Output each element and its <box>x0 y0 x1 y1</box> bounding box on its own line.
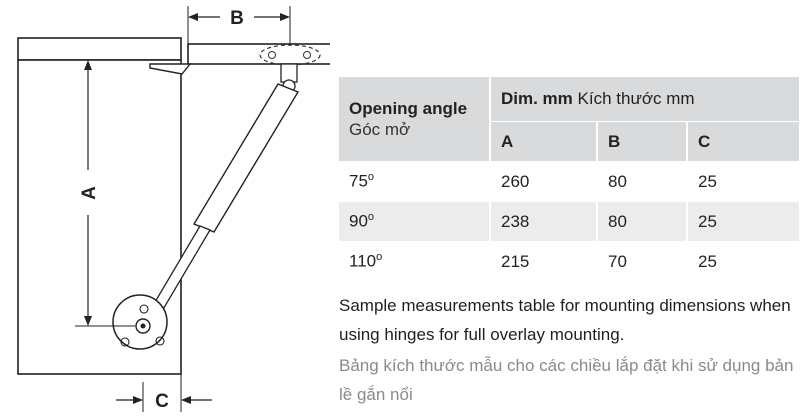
dimension-label-vi: Kích thước mm <box>577 89 695 108</box>
gas-strut-cylinder <box>194 84 298 232</box>
dim-a-label: A <box>79 186 100 200</box>
value-b-cell: 70 <box>597 242 687 282</box>
dim-c-arrow-left-icon <box>181 396 191 404</box>
opening-angle-label-vi: Góc mở <box>349 120 411 139</box>
dimension-label: Dim. mm <box>501 89 573 108</box>
hub-pivot-center <box>141 324 146 329</box>
value-c-cell: 25 <box>687 242 799 282</box>
lid-pivot-block <box>281 64 297 82</box>
table-row <box>339 242 799 282</box>
opening-angle-header <box>339 77 490 162</box>
angle-cell: 110$^o$ <box>339 242 490 282</box>
dimension-header <box>490 77 799 122</box>
value-c-cell: 25 <box>687 162 799 202</box>
dim-c-label: C <box>155 391 169 412</box>
value-b-cell: 80 <box>597 162 687 202</box>
table-row <box>339 202 799 242</box>
angle-cell: 90$^o$ <box>339 202 490 242</box>
caption-vietnamese: Bảng kích thước mẫu cho các chiều lắp đặt khi sử dụng bản lề gắn nổi <box>339 356 794 404</box>
lid-panel <box>188 44 330 64</box>
dim-b-label: B <box>230 8 244 29</box>
value-a-cell: 238 <box>490 202 597 242</box>
caption-english: Sample measurements table for mounting dimensions when using hinges for full overlay mounting. <box>339 296 791 344</box>
dimensions-table <box>339 77 799 282</box>
cabinet-top-panel <box>18 38 181 60</box>
value-c-cell: 25 <box>687 202 799 242</box>
dim-b-arrow-right-icon <box>280 13 290 21</box>
column-header-b: B <box>597 122 687 162</box>
value-a-cell: 215 <box>490 242 597 282</box>
column-header-a: A <box>490 122 597 162</box>
lift-mechanism-diagram <box>0 0 330 418</box>
dim-b-arrow-left-icon <box>188 13 198 21</box>
angle-cell: 75$^o$ <box>339 162 490 202</box>
table-row <box>339 162 799 202</box>
table-header-row <box>339 77 799 122</box>
value-a-cell: 260 <box>490 162 597 202</box>
opening-angle-label: Opening angle <box>349 99 468 118</box>
column-header-c: C <box>687 122 799 162</box>
dim-c-arrow-right-icon <box>133 396 143 404</box>
value-b-cell: 80 <box>597 202 687 242</box>
